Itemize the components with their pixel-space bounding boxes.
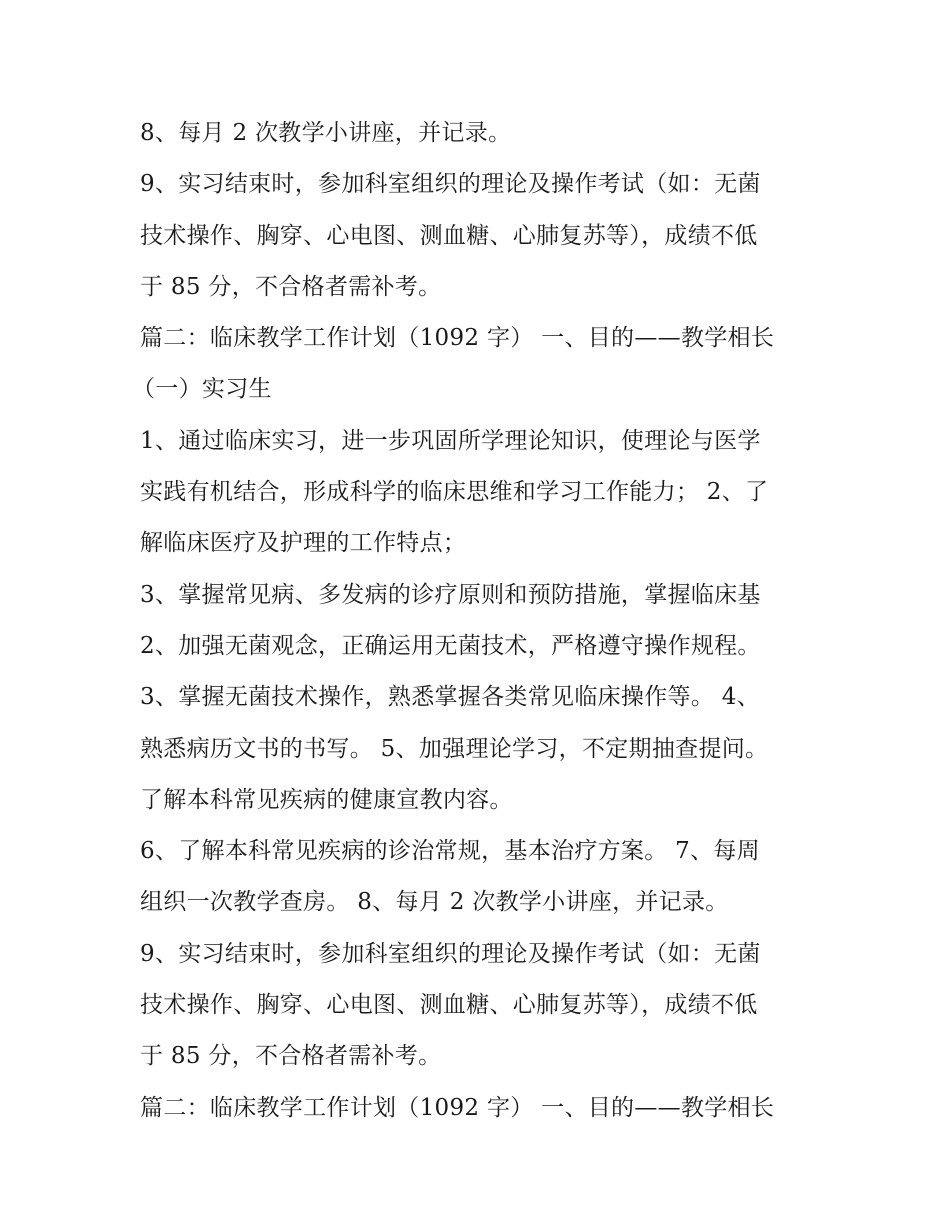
- text-line: 了解本科常见疾病的健康宣教内容。: [140, 786, 513, 813]
- text-line-item-3: 3、掌握无菌技术操作，熟悉掌握各类常见临床操作等。 4、: [140, 684, 760, 711]
- document-page: [132, 108, 820, 1134]
- text-line: 解临床医疗及护理的工作特点；: [140, 530, 467, 557]
- text-line: 于 85 分，不合格者需补考。: [140, 1043, 442, 1070]
- text-line: 组织一次教学查房。 8、每月 2 次教学小讲座，并记录。: [140, 889, 729, 916]
- text-line-item-8: 8、每月 2 次教学小讲座，并记录。: [140, 120, 512, 146]
- text-line-item-3: 3、掌握常见病、多发病的诊疗原则和预防措施，掌握临床基: [140, 581, 761, 608]
- text-line-item-9: 9、实习结束时，参加科室组织的理论及操作考试（如：无菌: [140, 171, 761, 198]
- text-line-item-6: 6、了解本科常见疾病的诊治常规，基本治疗方案。 7、每周: [140, 838, 760, 865]
- text-line: 熟悉病历文书的书写。 5、加强理论学习，不定期抽查提问。: [140, 735, 769, 762]
- text-line-item-9: 9、实习结束时，参加科室组织的理论及操作考试（如：无菌: [140, 940, 761, 967]
- subsection-heading: （一）实习生: [132, 376, 272, 403]
- text-line: 技术操作、胸穿、心电图、测血糖、心肺复苏等），成绩不低: [140, 992, 758, 1019]
- text-line: 于 85 分，不合格者需补考。: [140, 273, 442, 300]
- text-line: 实践有机结合，形成科学的临床思维和学习工作能力； 2、了: [140, 479, 769, 506]
- text-line-item-1: 1、通过临床实习，进一步巩固所学理论知识，使理论与医学: [140, 427, 761, 454]
- text-line-item-2: 2、加强无菌观念，正确运用无菌技术，严格遵守操作规程。: [140, 632, 761, 659]
- section-heading: 篇二：临床教学工作计划（1092 字） 一、目的——教学相长: [140, 325, 775, 352]
- text-line: 技术操作、胸穿、心电图、测血糖、心肺复苏等），成绩不低: [140, 222, 758, 249]
- section-heading: 篇二：临床教学工作计划（1092 字） 一、目的——教学相长: [140, 1094, 775, 1121]
